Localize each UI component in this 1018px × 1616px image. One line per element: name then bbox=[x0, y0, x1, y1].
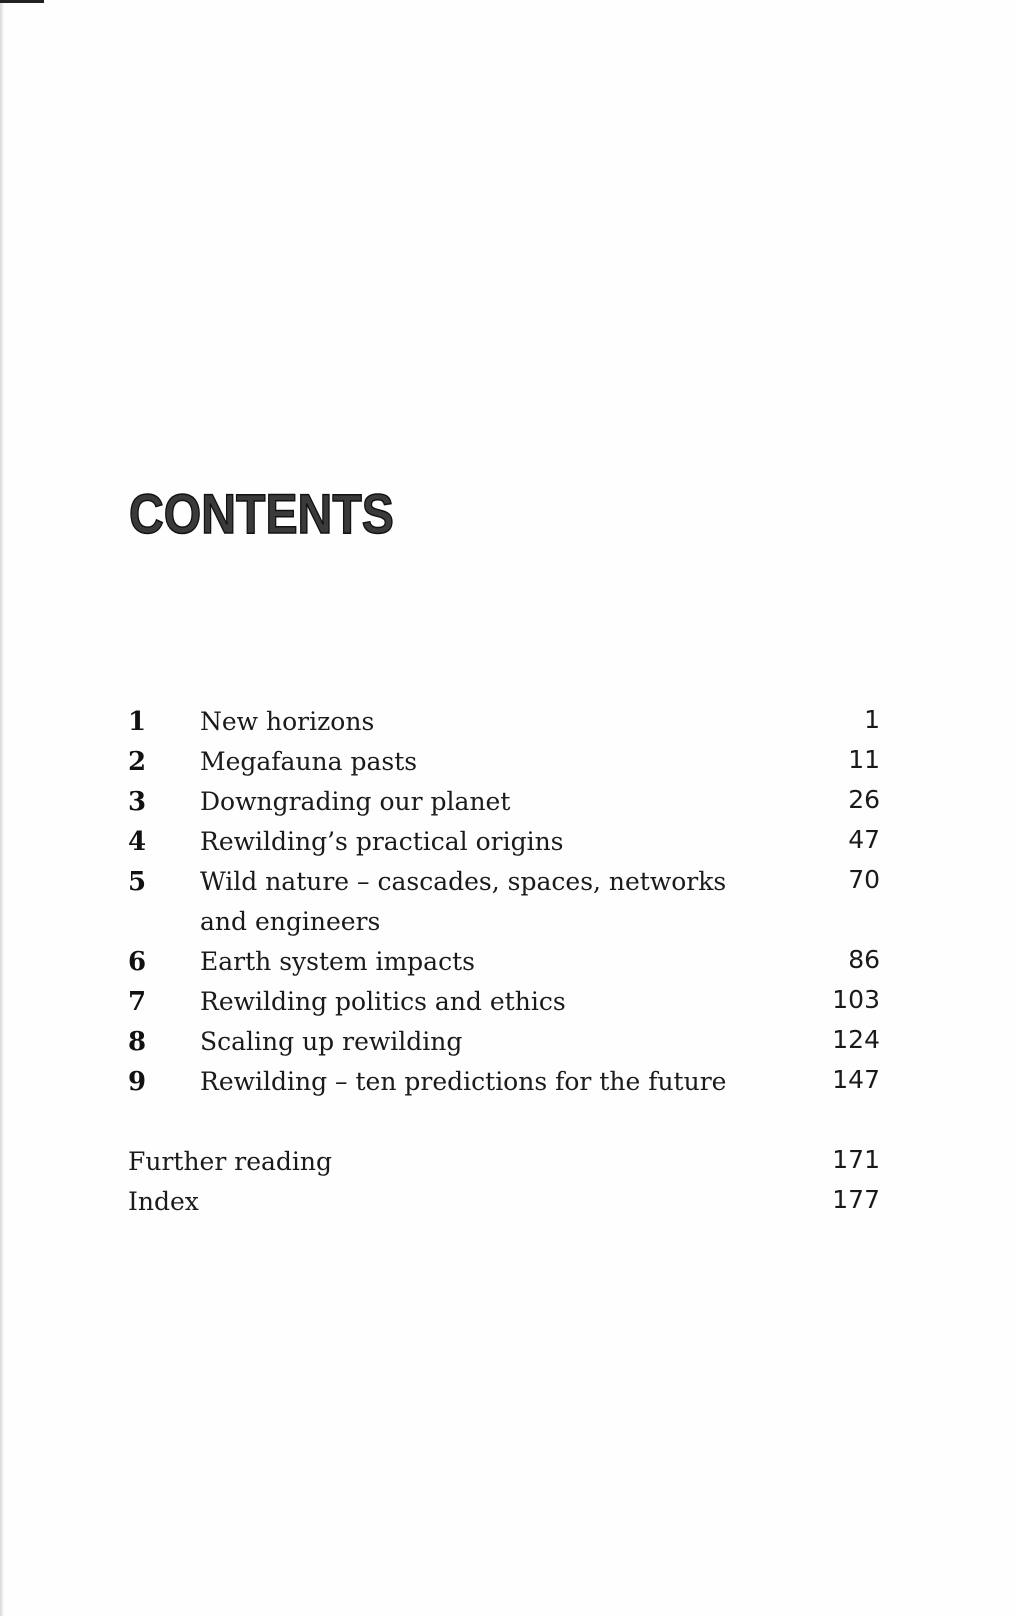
scan-top-mark bbox=[0, 0, 44, 3]
chapter-page-number: 1 bbox=[864, 705, 880, 734]
chapter-number: 1 bbox=[128, 707, 147, 737]
chapter-page-number: 11 bbox=[848, 745, 880, 774]
chapter-number: 9 bbox=[128, 1067, 147, 1097]
chapter-number: 6 bbox=[128, 947, 147, 977]
toc-entry-chapter-4[interactable] bbox=[128, 822, 880, 862]
chapter-list bbox=[128, 702, 880, 1102]
chapter-page-number: 47 bbox=[848, 825, 880, 854]
back-matter-title: Further reading bbox=[128, 1147, 332, 1176]
scan-page-edge bbox=[0, 0, 4, 1616]
chapter-title: New horizons bbox=[200, 707, 375, 736]
toc-entry-chapter-6[interactable] bbox=[128, 942, 880, 982]
chapter-title: Wild nature – cascades, spaces, networks and engineers bbox=[200, 867, 727, 936]
chapter-page-number: 86 bbox=[848, 945, 880, 974]
toc-entry-chapter-1[interactable] bbox=[128, 702, 880, 742]
chapter-page-number: 70 bbox=[848, 865, 880, 894]
toc-entry-chapter-9[interactable] bbox=[128, 1062, 880, 1102]
chapter-page-number: 103 bbox=[832, 985, 880, 1014]
chapter-title: Rewilding – ten predictions for the future bbox=[200, 1067, 727, 1096]
back-matter-list bbox=[128, 1142, 880, 1222]
toc-entry-chapter-8[interactable] bbox=[128, 1022, 880, 1062]
back-matter-title: Index bbox=[128, 1187, 199, 1216]
chapter-title: Rewilding’s practical origins bbox=[200, 827, 564, 856]
toc-entry-chapter-2[interactable] bbox=[128, 742, 880, 782]
toc-entry-further-reading[interactable] bbox=[128, 1142, 880, 1182]
chapter-number: 3 bbox=[128, 787, 147, 817]
toc-entry-chapter-7[interactable] bbox=[128, 982, 880, 1022]
chapter-title: Scaling up rewilding bbox=[200, 1027, 463, 1056]
toc-entry-index[interactable] bbox=[128, 1182, 880, 1222]
chapter-title: Rewilding politics and ethics bbox=[200, 987, 566, 1016]
chapter-page-number: 124 bbox=[832, 1025, 880, 1054]
back-matter-page-number: 171 bbox=[832, 1145, 880, 1174]
toc-entry-chapter-5[interactable] bbox=[128, 862, 880, 942]
chapter-number: 8 bbox=[128, 1027, 147, 1057]
chapter-page-number: 147 bbox=[832, 1065, 880, 1094]
chapter-number: 5 bbox=[128, 867, 147, 897]
chapter-number: 2 bbox=[128, 747, 147, 777]
chapter-title: Megafauna pasts bbox=[200, 747, 418, 776]
chapter-title: Downgrading our planet bbox=[200, 787, 511, 816]
chapter-title: Earth system impacts bbox=[200, 947, 475, 976]
contents-heading: CONTENTS bbox=[129, 482, 394, 545]
chapter-page-number: 26 bbox=[848, 785, 880, 814]
chapter-number: 4 bbox=[128, 827, 147, 857]
back-matter-page-number: 177 bbox=[832, 1185, 880, 1214]
chapter-number: 7 bbox=[128, 987, 147, 1017]
toc-entry-chapter-3[interactable] bbox=[128, 782, 880, 822]
